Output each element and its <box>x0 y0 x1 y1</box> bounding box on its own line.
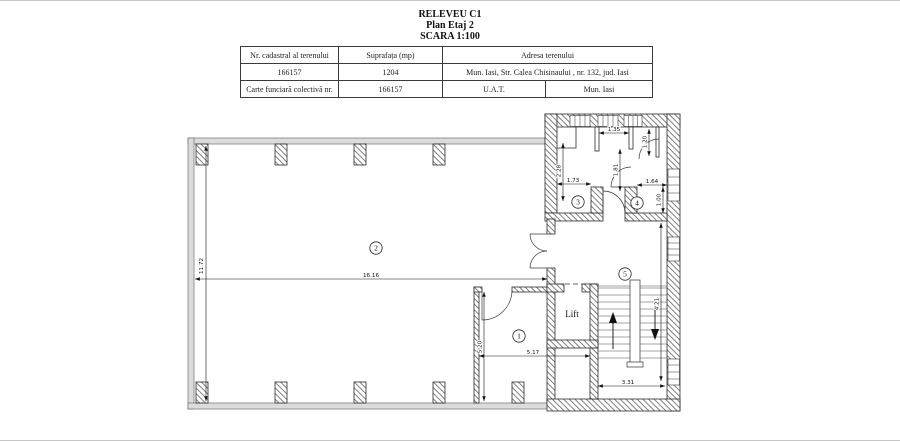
dim-passage-height: 1.00 <box>656 193 663 207</box>
door-room1 <box>482 290 512 320</box>
dim-main-width: 16.16 <box>362 273 380 279</box>
room-label-5 <box>619 268 631 280</box>
stairs-up-arrow-icon <box>609 312 617 349</box>
window-symbol <box>668 359 680 385</box>
room-label-3 <box>572 196 584 208</box>
svg-text:1: 1 <box>517 331 521 341</box>
svg-text:2: 2 <box>374 243 378 253</box>
header-suprafata: Suprafața (mp) <box>339 47 443 64</box>
cell-adresa-value: Mun. Iasi, Str. Calea Chisinaului , nr. 132, jud. Iasi <box>443 64 653 81</box>
header-adresa: Adresa terenului <box>443 47 653 64</box>
floor-plan-drawing <box>0 1 900 441</box>
dim-niche-height: 1.20 <box>642 135 649 149</box>
room-label-1 <box>513 330 525 342</box>
lift-label: Lift <box>565 309 579 319</box>
cell-uat-label: U.A.T. <box>443 81 546 98</box>
stair-divider-cap <box>627 362 643 367</box>
window-symbol <box>668 237 680 261</box>
dim-hall-height: 1.81 <box>613 163 620 177</box>
wing-walls <box>545 114 680 411</box>
title-line-3: SCARA 1:100 <box>420 31 480 43</box>
partition-niche <box>656 127 659 157</box>
partition-p2 <box>629 127 633 149</box>
svg-text:5: 5 <box>623 269 627 279</box>
column <box>275 144 287 165</box>
stair-bottom-wall <box>547 399 680 411</box>
dim-room3-height: 2.28 <box>556 164 563 178</box>
main-bottom-wall <box>188 403 557 409</box>
window-symbol <box>570 116 590 127</box>
room1-top-wall-a <box>474 287 482 292</box>
lift-right-wall <box>590 284 598 348</box>
stair-divider <box>630 280 640 366</box>
title-line-1: RELEVEU C1 <box>418 9 482 20</box>
room1-top-wall-b <box>512 287 547 292</box>
cell-carte-value: 166157 <box>339 81 443 98</box>
window-symbol <box>598 116 618 127</box>
dim-corridor-width: 1.35 <box>607 127 621 133</box>
cell-suprafata-value: 1204 <box>339 64 443 81</box>
dim-main-height: 11.72 <box>199 257 205 275</box>
dim-room1-height: 5.20 <box>477 340 484 354</box>
partition-pier-a <box>591 187 603 213</box>
room1-walls <box>474 287 547 403</box>
wing-left-wall-upper <box>545 114 557 213</box>
cell-cadastral-value: 166157 <box>241 64 339 81</box>
dim-stair-width: 3.31 <box>621 380 635 386</box>
main-left-wall <box>188 138 194 409</box>
cell-uat-value: Mun. Iasi <box>546 81 653 98</box>
dim-room3-width: 1.73 <box>566 178 580 184</box>
wall-below-lift <box>590 348 598 399</box>
room-label-4 <box>631 197 643 209</box>
partition-p1 <box>595 127 599 151</box>
door-corridor-bottom <box>603 191 625 213</box>
room3-notch <box>557 127 576 148</box>
room5-left-wall-upper <box>547 219 555 234</box>
double-door-room5 <box>530 234 547 268</box>
column <box>433 382 445 403</box>
column <box>275 382 287 403</box>
dim-stair-height: 4.21 <box>654 297 661 311</box>
lift-top-wall-a <box>547 284 564 292</box>
cell-carte-label: Carte funciară colectivă nr. <box>241 81 339 98</box>
dim-room4-width: 1.64 <box>645 179 659 185</box>
column <box>433 144 445 165</box>
svg-text:4: 4 <box>635 198 639 208</box>
column <box>512 382 524 403</box>
header-nr-cadastral: Nr. cadastral al terenului <box>241 47 339 64</box>
dim-room1-width: 5.17 <box>526 350 540 356</box>
rooms34-bottom-wall-b <box>625 213 667 221</box>
lift-bottom-wall <box>547 340 598 348</box>
svg-text:3: 3 <box>576 197 580 207</box>
staircase <box>557 280 667 367</box>
main-top-wall <box>188 138 545 144</box>
column <box>354 144 366 165</box>
column <box>354 382 366 403</box>
room-label-2 <box>370 242 382 254</box>
window-symbol <box>668 169 680 201</box>
title-line-2: Plan Etaj 2 <box>426 20 474 32</box>
window-symbol <box>624 116 642 127</box>
